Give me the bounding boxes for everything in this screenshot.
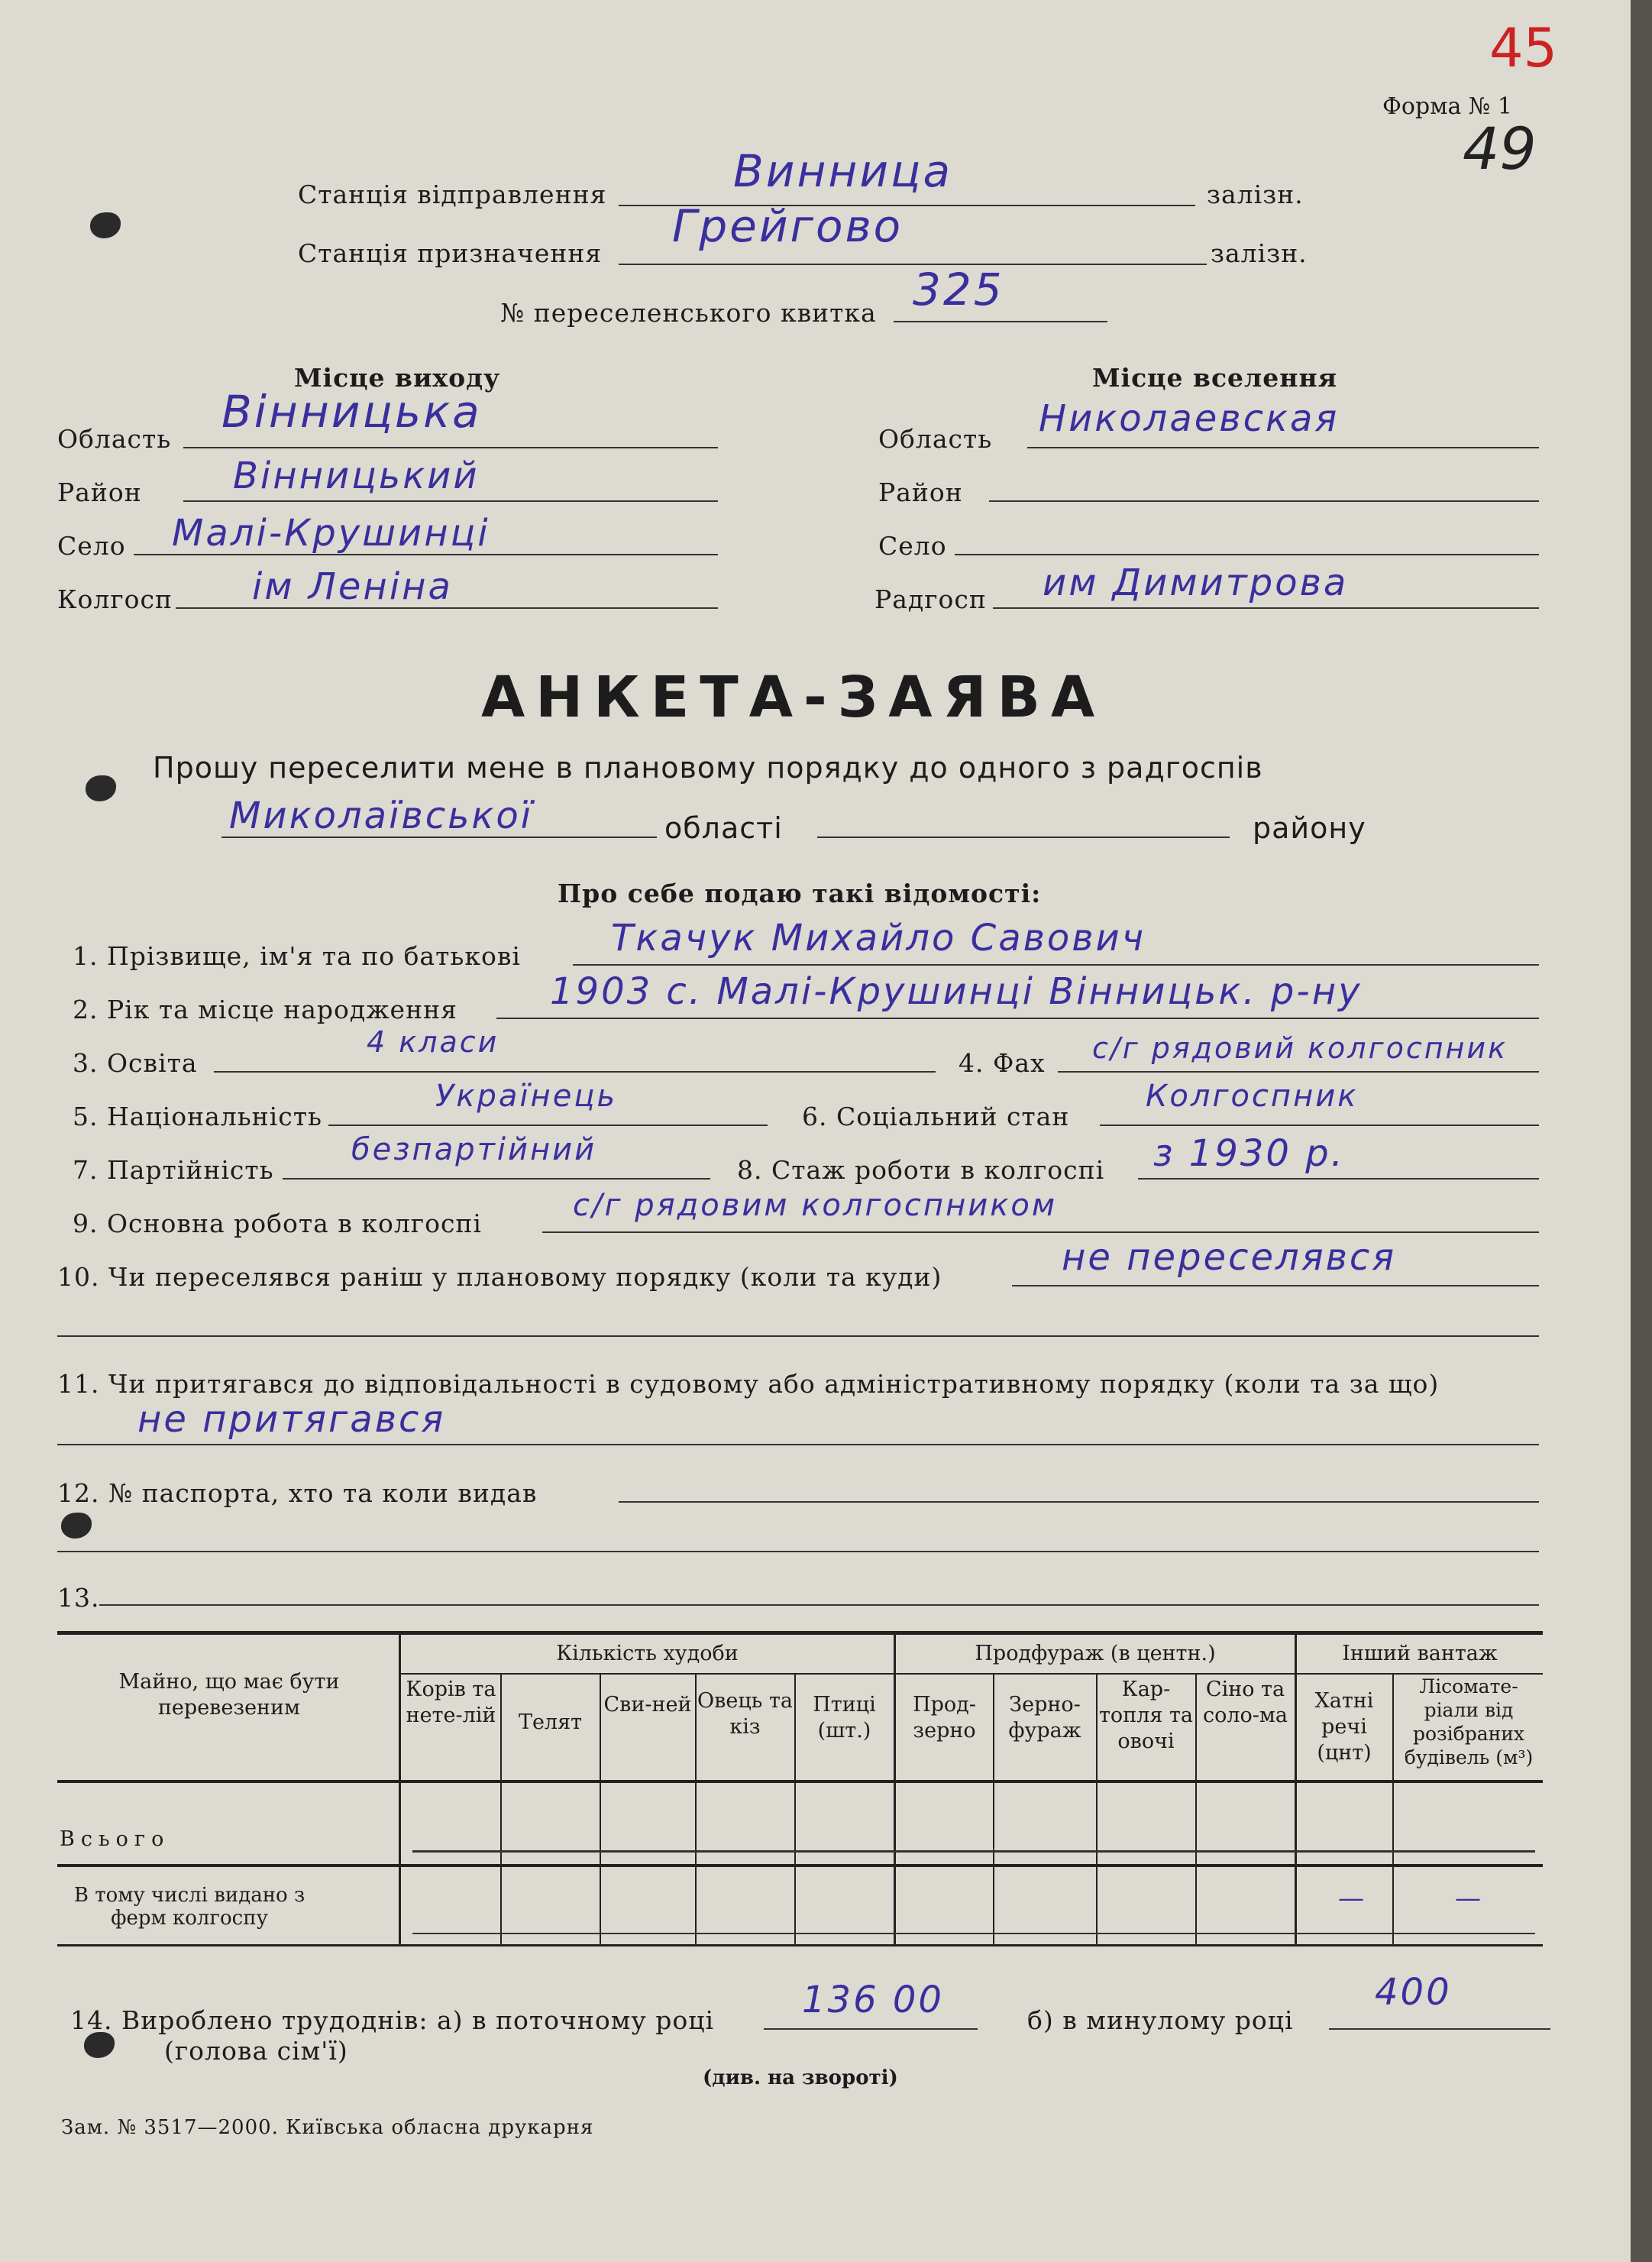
field-6-value: Колгоспник [1146,1079,1359,1114]
dest-radhosp-value: им Димитрова [1043,561,1349,604]
oblast-word: області [664,811,783,845]
request-line: Прошу переселити мене в плановому порядку до одного з радгоспів [153,751,1263,785]
origin-selo-value: Малі-Крушинці [172,512,490,555]
origin-oblast-value: Вінницька [221,386,482,438]
field-2-label: 2. Рік та місце народження [73,995,457,1024]
document-title: АНКЕТА-ЗАЯВА [481,665,1106,730]
origin-kolhosp-value: ім Леніна [252,565,453,608]
ticket-value: 325 [913,264,1004,316]
dest-oblast-value: Николаевская [1039,397,1340,440]
field-1-value: Ткачук Михайло Савович [611,917,1146,959]
raion-word: району [1253,811,1366,845]
field-11-value: не притягався [137,1398,446,1441]
origin-oblast-label: Область [57,424,172,454]
origin-heading: Місце виходу [294,363,501,393]
field-7-label: 7. Партійність [73,1155,274,1185]
info-heading: Про себе подаю такі відомості: [558,879,1042,908]
col-hay: Сіно та соло-ма [1202,1678,1288,1727]
page-number-red: 45 [1489,17,1558,79]
col-potatoes: Кар-топля та овочі [1099,1678,1193,1753]
dest-raion-label: Район [878,477,963,507]
departure-station-label: Станція відправлення [298,180,607,209]
field-10-value: не переселявся [1062,1236,1397,1279]
field-4-value: с/г рядовий колгоспник [1092,1031,1508,1065]
destination-station-value: Грейгово [672,200,904,252]
workdays-prev-label: б) в минулому році [1027,2005,1294,2035]
field-6-label: 6. Соціальний стан [802,1102,1070,1131]
field-8-value: з 1930 р. [1153,1132,1345,1175]
print-footer: Зам. № 3517—2000. Київська обласна друкарня [61,2116,594,2139]
col-grain: Прод-зерно [913,1693,976,1743]
col-timber: Лісомате-ріали від розібраних будівель (м³) [1404,1675,1534,1769]
origin-raion-value: Вінницький [233,455,480,497]
ticket-label: № переселенського квитка [500,298,877,328]
field-9-value: с/г рядовим колгоспником [573,1188,1058,1223]
field-3-label: 3. Освіта [73,1048,198,1078]
dash-timber: — [1455,1883,1481,1914]
field-3-value: 4 класи [367,1025,499,1059]
field-8-label: 8. Стаж роботи в колгоспі [737,1155,1105,1185]
col-cows: Корів та нете-лій [406,1678,496,1727]
destination-station-label: Станція призначення [298,238,603,268]
field-7-value: безпартійний [351,1132,597,1167]
field-10-label: 10. Чи переселявся раніш у плановому порядку (коли та куди) [57,1262,942,1292]
head-of-family: (голова сім'ї) [164,2036,348,2066]
dash-household: — [1338,1883,1364,1914]
origin-kolhosp-label: Колгосп [57,584,173,614]
col-fodder-grain: Зерно-фураж [1008,1693,1081,1743]
col-calves: Телят [518,1710,583,1734]
see-reverse: (див. на звороті) [703,2066,898,2089]
field-13-label: 13. [57,1583,100,1613]
dest-oblast-label: Область [878,424,993,454]
punch-hole [61,1513,92,1539]
field-5-label: 5. Національність [73,1102,322,1131]
col-household: Хатні речі (цнт) [1314,1689,1374,1765]
workdays-prev-value: 400 [1375,1971,1452,2014]
row-total-label: Всього [60,1827,170,1851]
scan-edge [1631,0,1652,2262]
col-pigs: Сви-ней [603,1693,692,1717]
field-9-label: 9. Основна робота в колгоспі [73,1209,482,1238]
workdays-current-value: 136 00 [802,1979,944,2021]
origin-raion-label: Район [57,477,142,507]
field-5-value: Українець [435,1079,618,1114]
request-oblast-value: Миколаївської [229,794,534,837]
field-11-label: 11. Чи притягався до відповідальності в судовому або адміністративному порядку (коли та за що) [57,1369,1440,1399]
dest-selo-label: Село [878,531,947,561]
form-number: Форма № 1 [1382,93,1512,120]
col-poultry: Птиці (шт.) [813,1693,876,1743]
page-number-pencil: 49 [1463,115,1537,183]
workdays-label: 14. Вироблено трудоднів: а) в поточному році [70,2005,715,2035]
origin-selo-label: Село [57,531,126,561]
destination-suffix: залізн. [1211,238,1308,268]
departure-station-value: Винница [733,145,953,197]
col-sheep: Овець та кіз [697,1689,793,1739]
field-12-label: 12. № паспорта, хто та коли видав [57,1478,538,1508]
group-other-header: Інший вантаж [1342,1642,1498,1665]
punch-hole [84,2032,115,2058]
destination-heading: Місце вселення [1092,363,1337,393]
col-property-header: Майно, що має бути перевезеним [118,1670,340,1720]
field-2-value: 1903 с. Малі-Крушинці Вінницьк. р-ну [550,970,1363,1013]
departure-suffix: залізн. [1207,180,1304,209]
field-4-label: 4. Фах [959,1048,1046,1078]
group-fodder-header: Продфураж (в центн.) [975,1642,1216,1665]
punch-hole [86,775,116,801]
field-1-label: 1. Прізвище, ім'я та по батькові [73,941,521,971]
punch-hole [90,212,121,238]
dest-radhosp-label: Радгосп [874,584,987,614]
row-farm-label: В тому числі видано з ферм колгоспу [73,1884,306,1930]
group-cattle-header: Кількість худоби [556,1642,739,1665]
